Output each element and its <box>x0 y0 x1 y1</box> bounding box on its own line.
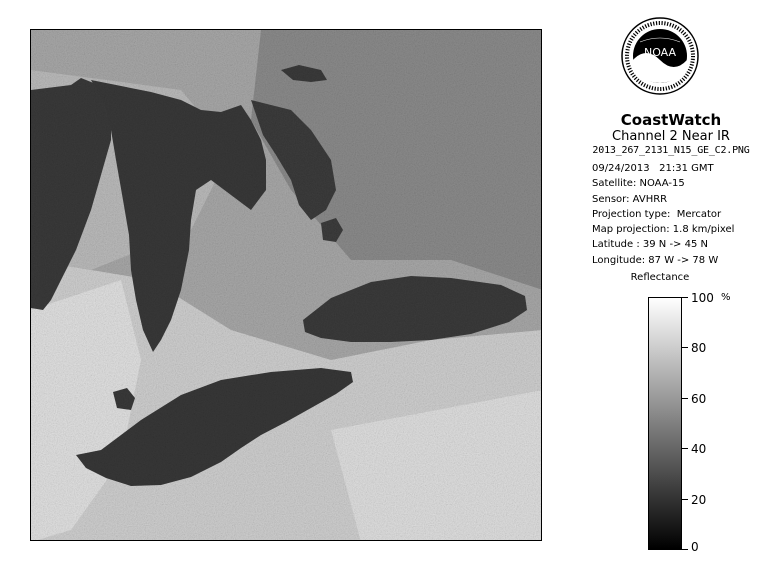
tick-label-80: 80 <box>691 341 707 355</box>
filename-label: 2013_267_2131_N15_GE_C2.PNG <box>592 145 750 156</box>
app-title: CoastWatch <box>620 111 722 129</box>
datetime-label: 09/24/2013 21:31 GMT <box>592 163 714 174</box>
tick-mark-20 <box>682 499 688 500</box>
tick-label-60: 60 <box>691 392 707 406</box>
longitude-label: Longitude: 87 W -> 78 W <box>592 254 719 266</box>
tick-mark-60 <box>682 398 688 399</box>
noaa-logo <box>620 16 700 96</box>
tick-label-0: 0 <box>691 540 699 554</box>
tick-mark-80 <box>682 347 688 348</box>
tick-label-40: 40 <box>691 442 707 456</box>
legend-unit: % <box>721 292 731 303</box>
projection-type-label: Projection type: Mercator <box>592 208 722 220</box>
map-projection-label: Map projection: 1.8 km/pixel <box>592 224 735 236</box>
tick-mark-40 <box>682 448 688 449</box>
metadata-block <box>592 161 782 268</box>
satellite-label: Satellite: NOAA-15 <box>592 178 685 190</box>
latitude-label: Latitude : 39 N -> 45 N <box>592 239 708 251</box>
tick-mark-0 <box>682 549 688 550</box>
colorbar <box>648 297 682 550</box>
map-svg <box>31 30 542 541</box>
tick-label-100: 100 <box>691 291 714 305</box>
svg-text:NOAA: NOAA <box>643 46 677 59</box>
sensor-label: Sensor: AVHRR <box>592 193 668 205</box>
tick-label-20: 20 <box>691 493 707 507</box>
title-panel <box>560 112 782 158</box>
legend-title: Reflectance <box>630 272 690 283</box>
satellite-map <box>30 29 542 541</box>
noaa-seal-icon <box>620 16 700 96</box>
channel-label: Channel 2 Near IR <box>612 129 730 144</box>
tick-mark-100 <box>682 297 688 298</box>
